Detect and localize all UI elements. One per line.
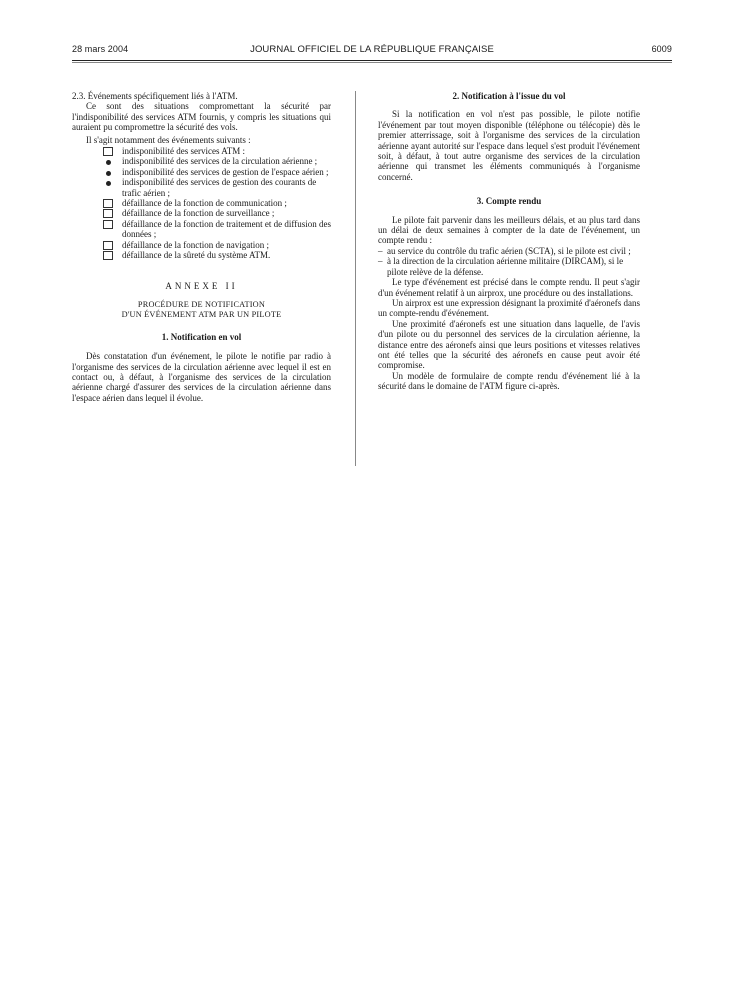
header-journal-title: JOURNAL OFFICIEL DE LA RÉPUBLIQUE FRANÇAISE (250, 44, 494, 55)
list-item-text: défaillance de la fonction de traitement et de diffusion des données ; (122, 218, 332, 240)
header-rule (72, 60, 672, 61)
subsection-3-paragraph-1: Le pilote fait parvenir dans les meilleurs délais, et au plus tard dans un délai de deux semaines à compter de la date de l'événement, un compte rendu : (378, 214, 640, 246)
checkbox-icon (103, 199, 113, 208)
subsection-3-paragraph-5: Un modèle de formulaire de compte rendu d'événement lié à la sécurité dans le domaine de l'ATM figure ci-après. (378, 370, 640, 392)
list-item-text: indisponibilité des services de la circulation aérienne ; (122, 156, 318, 167)
list-item-text: indisponibilité des services de gestion de l'espace aérien ; (122, 166, 329, 177)
list-item (72, 177, 331, 198)
bullet-icon (103, 178, 113, 187)
list-item-text: au service du contrôle du trafic aérien (SCTA), si le pilote est civil ; (387, 245, 631, 256)
list-item-text: défaillance de la sûreté du système ATM. (122, 250, 271, 261)
header-page-number: 6009 (651, 44, 672, 54)
left-column (72, 91, 331, 403)
checkbox-icon (103, 147, 113, 156)
bullet-icon (103, 157, 113, 166)
right-column (378, 91, 640, 392)
page-header (72, 42, 672, 58)
events-list (72, 146, 331, 260)
list-item (72, 198, 331, 208)
section-2-3-paragraph: Ce sont des situations compromettant la sécurité par l'indisponibilité des services ATM fournis, y compris les situations qui auraient pu compromettre la sécurité des vols. (72, 101, 331, 133)
subsection-3-paragraph-4: Une proximité d'aéronefs est une situation dans laquelle, de l'avis d'un pilote ou du personnel des services de la circulation aérienne, la distance entre des aéronefs ainsi que leurs positions et vitesses relatives ont été telles que la sécurité des aéronefs en cause peut avoir été compromise. (378, 318, 640, 371)
checkbox-icon (103, 209, 113, 218)
subsection-2-paragraph: Si la notification en vol n'est pas possible, le pilote notifie l'événement par tout moyen disponible (téléphone ou télécopie) dès le premier atterrissage, soit à l'organisme des services de la circulation aérienne ayant autorité sur l'espace dans lequel s'est produit l'événement soit, à défaut, à tout autre organisme des services de la circulation aérienne qui transmet les éléments communiqués à l'organisme concerné. (378, 109, 640, 182)
checkbox-icon (103, 241, 113, 250)
list-item (72, 208, 331, 218)
list-item (72, 240, 331, 250)
checkbox-icon (103, 220, 113, 229)
events-intro: Il s'agit notamment des événements suivants : (86, 134, 251, 145)
subsection-1-title: 1. Notification en vol (161, 331, 242, 342)
section-2-3-title: 2.3. Événements spécifiquement liés à l'ATM. (72, 91, 238, 101)
list-item-text: défaillance de la fonction de navigation ; (122, 239, 269, 250)
subsection-3-paragraph-2: Le type d'événement est précisé dans le compte rendu. Il peut s'agir d'un événement relatif à un airprox, une procédure ou des installations. (378, 277, 640, 298)
column-divider (355, 91, 356, 466)
list-item-text: indisponibilité des services de gestion des courants de trafic aérien ; (122, 177, 317, 198)
list-item (72, 250, 331, 260)
subsection-2-title: 2. Notification à l'issue du vol (452, 91, 566, 101)
header-rule-secondary (72, 62, 672, 63)
list-item (72, 146, 331, 156)
subsection-3-paragraph-3: Un airprox est une expression désignant la proximité d'aéronefs dans un compte-rendu d'événement. (378, 297, 640, 319)
list-item (378, 246, 640, 256)
subsection-1-paragraph: Dès constatation d'un événement, le pilote le notifie par radio à l'organisme des services de la circulation aérienne avec lequel il est en contact ou, à défaut, à l'organisme des services de la circulation aérienne chargé d'assurer des services de la circulation aérienne dans l'espace aérien dans lequel il évolue. (72, 351, 331, 403)
list-item-text: à la direction de la circulation aérienne militaire (DIRCAM), si le pilote relève de la défense. (387, 256, 624, 277)
list-item-text: défaillance de la fonction de communication ; (122, 198, 287, 209)
bullet-icon (103, 168, 113, 177)
list-item (72, 156, 331, 166)
procedure-title-line2: D'UN ÉVÉNEMENT ATM PAR UN PILOTE (121, 310, 282, 320)
list-item (72, 167, 331, 177)
procedure-title-line1: PROCÉDURE DE NOTIFICATION (137, 299, 266, 309)
header-date: 28 mars 2004 (72, 44, 129, 54)
subsection-3-title: 3. Compte rendu (476, 196, 542, 207)
dash-icon: – (378, 245, 383, 256)
list-item-text: défaillance de la fonction de surveillance ; (122, 208, 275, 219)
annexe-heading: ANNEXE II (165, 280, 238, 291)
checkbox-icon (103, 251, 113, 260)
list-item (72, 219, 331, 240)
list-item-text: indisponibilité des services ATM : (122, 146, 245, 157)
dash-icon: – (378, 256, 383, 267)
recipients-list (378, 246, 640, 277)
list-item (378, 256, 640, 277)
